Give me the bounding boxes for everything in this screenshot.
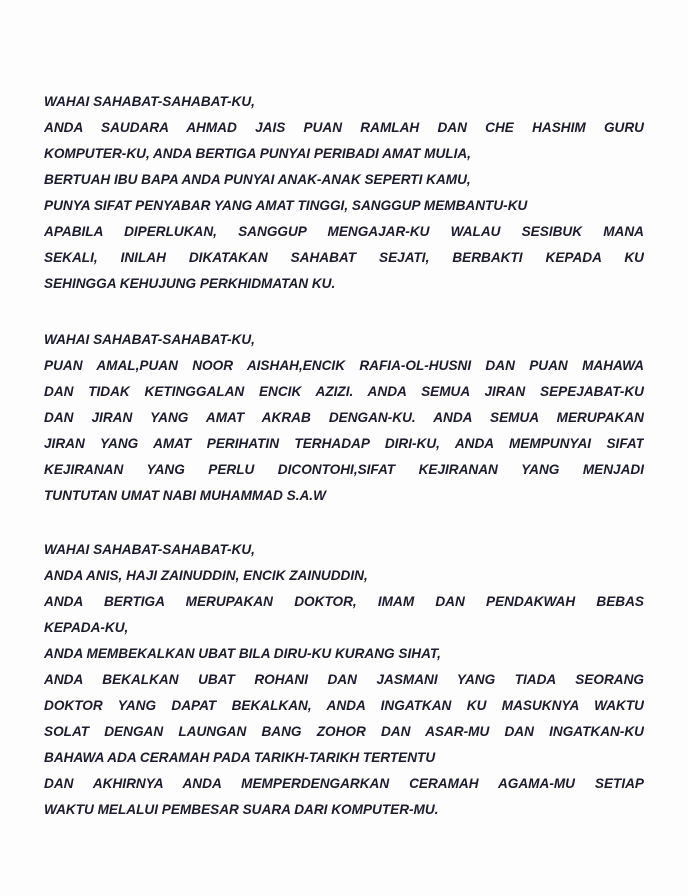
text-line: ANDA SAUDARA AHMAD JAIS PUAN RAMLAH DAN CHE HASHIM GURU [44,120,644,135]
text-line: ANDA BERTIGA MERUPAKAN DOKTOR, IMAM DAN PENDAKWAH BEBAS [44,594,644,609]
text-line: SEKALI, INILAH DIKATAKAN SAHABAT SEJATI, BERBAKTI KEPADA KU [44,250,644,265]
text-line: KEJIRANAN YANG PERLU DICONTOHI,SIFAT KEJIRANAN YANG MENJADI [44,462,644,477]
text-line: SEHINGGA KEHUJUNG PERKHIDMATAN KU. [44,276,336,291]
text-line: DAN TIDAK KETINGGALAN ENCIK AZIZI. ANDA SEMUA JIRAN SEPEJABAT-KU [44,384,644,399]
text-line: JIRAN YANG AMAT PERIHATIN TERHADAP DIRI-KU, ANDA MEMPUNYAI SIFAT [44,436,644,451]
text-line: DAN AKHIRNYA ANDA MEMPERDENGARKAN CERAMAH AGAMA-MU SETIAP [44,776,644,791]
text-line: BERTUAH IBU BAPA ANDA PUNYAI ANAK-ANAK SEPERTI KAMU, [44,172,471,187]
text-line: ANDA ANIS, HAJI ZAINUDDIN, ENCIK ZAINUDDIN, [44,568,368,583]
text-line: BAHAWA ADA CERAMAH PADA TARIKH-TARIKH TERTENTU [44,750,436,765]
text-line: WAKTU MELALUI PEMBESAR SUARA DARI KOMPUTER-MU. [44,802,439,817]
text-line: KEPADA-KU, [44,620,129,635]
paragraph-2 [44,327,644,509]
paragraph-heading: WAHAI SAHABAT-SAHABAT-KU, [44,332,255,347]
text-line: KOMPUTER-KU, ANDA BERTIGA PUNYAI PERIBADI AMAT MULIA, [44,146,471,161]
paragraph-heading: WAHAI SAHABAT-SAHABAT-KU, [44,94,255,109]
paragraph-1 [44,89,644,297]
text-line: TUNTUTAN UMAT NABI MUHAMMAD S.A.W [44,488,326,503]
text-line: DOKTOR YANG DAPAT BEKALKAN, ANDA INGATKAN KU MASUKNYA WAKTU [44,698,644,713]
text-line: ANDA MEMBEKALKAN UBAT BILA DIRU-KU KURANG SIHAT, [44,646,441,661]
paragraph-3 [44,537,644,823]
text-line: PUAN AMAL,PUAN NOOR AISHAH,ENCIK RAFIA-OL-HUSNI DAN PUAN MAHAWA [44,358,644,373]
text-line: DAN JIRAN YANG AMAT AKRAB DENGAN-KU. ANDA SEMUA MERUPAKAN [44,410,644,425]
text-line: PUNYA SIFAT PENYABAR YANG AMAT TINGGI, SANGGUP MEMBANTU-KU [44,198,528,213]
text-line: APABILA DIPERLUKAN, SANGGUP MENGAJAR-KU WALAU SESIBUK MANA [44,224,644,239]
text-line: ANDA BEKALKAN UBAT ROHANI DAN JASMANI YANG TIADA SEORANG [44,672,644,687]
text-line: SOLAT DENGAN LAUNGAN BANG ZOHOR DAN ASAR-MU DAN INGATKAN-KU [44,724,644,739]
paragraph-heading: WAHAI SAHABAT-SAHABAT-KU, [44,542,255,557]
